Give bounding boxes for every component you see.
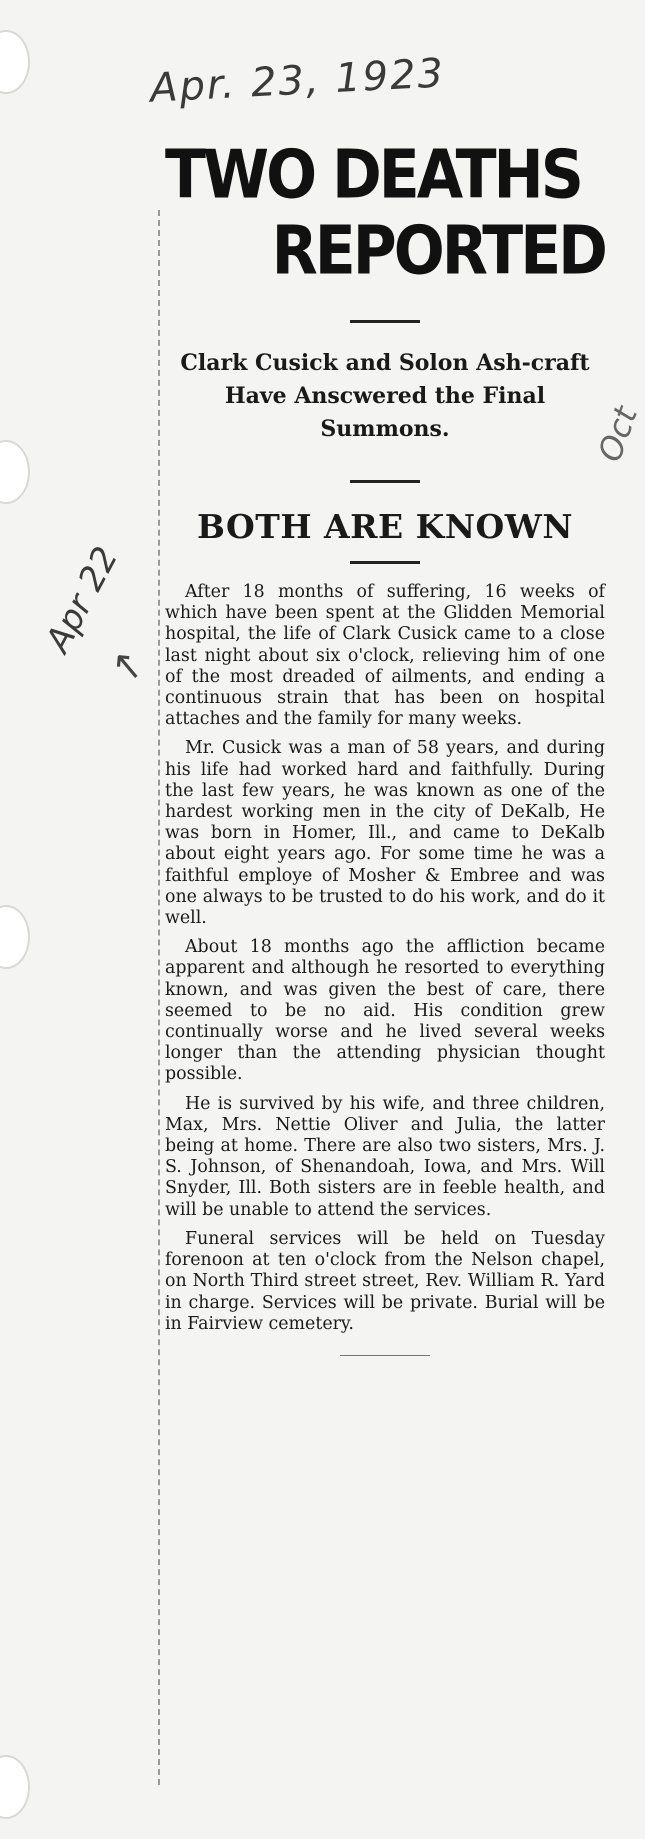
column-rule [158,210,160,1785]
divider [350,561,420,564]
paragraph: About 18 months ago the affliction became apparent and although he resorted to everything known, and was given the best of care, there seemed to be no aid. His condition grew continually worse and he lived several weeks longer than the attending physician thought possible. [165,937,605,1085]
binder-hole [0,1755,30,1819]
end-rule [340,1355,430,1356]
paragraph: Funeral services will be held on Tuesday forenoon at ten o'clock from the Nelson chapel, on North Third street street, Rev. William R. Yard in charge. Services will be private. Burial will be in Fairview cemetery. [165,1228,605,1334]
paragraph: Mr. Cusick was a man of 58 years, and during his life had worked hard and faithfully. During the last few years, he was known as one of the hardest working men in the city of DeKalb, He was born in Homer, Ill., and came to DeKalb about eight years ago. For some time he was a faithful employe of Mosher & Embree and was one always to be trusted to do his work, and do it well. [165,738,605,929]
paragraph: After 18 months of suffering, 16 weeks of which have been spent at the Glidden Memorial hospital, the life of Clark Cusick came to a close last night about six o'clock, relieving him of one of the most dreaded of ailments, and ending a continuous strain that has been on hospital attaches and the family for many weeks. [165,582,605,730]
binder-hole [0,905,30,969]
handwritten-margin-note: Apr 22 [38,540,127,659]
bank-headline: BOTH ARE KNOWN [197,507,573,546]
handwritten-date: Apr. 23, 1923 [148,50,447,112]
handwritten-arrow-icon: ↑ [101,639,155,695]
paragraph: He is survived by his wife, and three children, Max, Mrs. Nettie Oliver and Julia, the latter being at home. There are also two sisters, Mrs. J. S. Johnson, of Shenandoah, Iowa, and Mrs. Will Snyder, Ill. Both sisters are in feeble health, and will be unable to attend the services. [165,1093,605,1220]
headline-line-2: REPORTED [271,211,605,291]
divider [350,480,420,483]
article-body [165,582,605,1335]
divider [350,320,420,323]
newspaper-clipping [165,135,605,1356]
headline-line-1: TWO DEATHS [165,135,581,215]
handwritten-edge-note: Oct [590,401,645,467]
deck-subheadline: Clark Cusick and Solon Ash-craft Have Anscwered the Final Summons. [180,350,590,442]
binder-hole [0,440,30,504]
binder-hole [0,30,30,94]
